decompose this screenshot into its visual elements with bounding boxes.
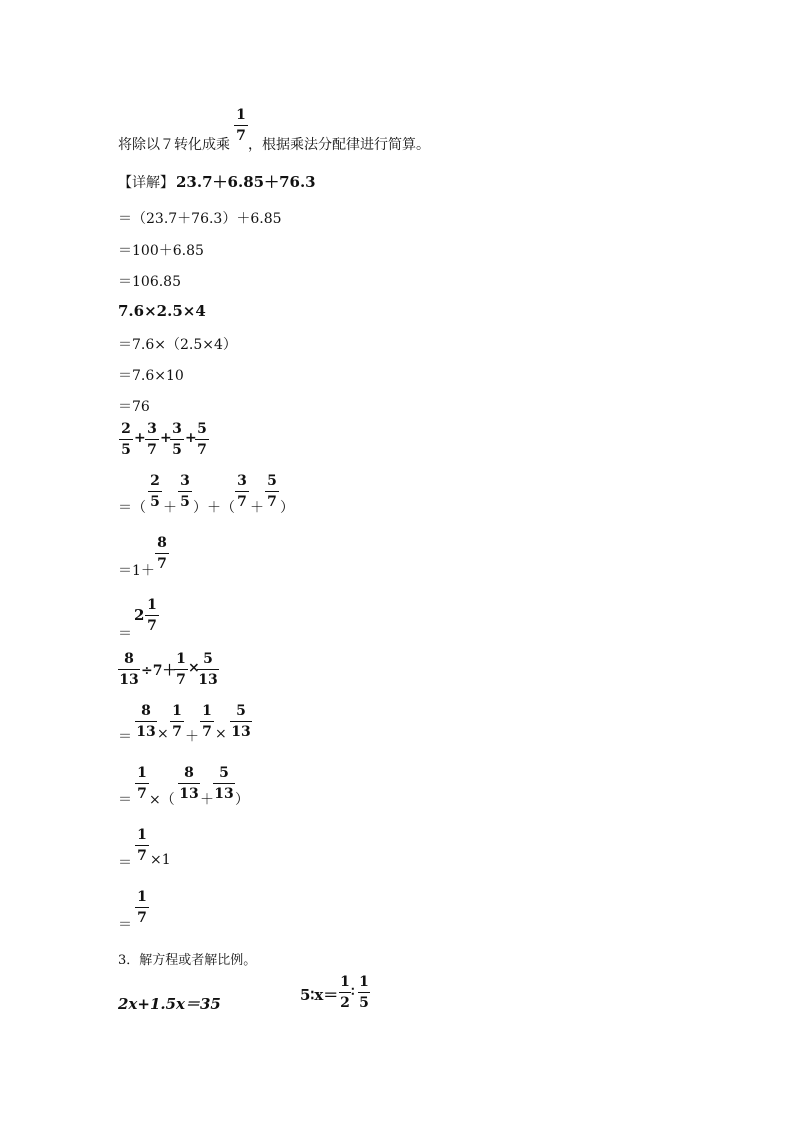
p3-s1-mid: ）＋（: [193, 500, 235, 516]
p4-times: ×: [188, 660, 200, 676]
p2-step-2: ＝7.6×10: [118, 368, 184, 384]
p4-s2-x-2: ×: [215, 726, 227, 742]
p3-plus-2: +: [160, 430, 172, 446]
p4-s3-frac-1: 1 7: [135, 764, 149, 803]
q3-eq2-frac-1: 1 2: [340, 974, 350, 1011]
p4-s2-frac-4: 5 13: [231, 703, 251, 740]
p4-s5-frac: 1 7: [135, 888, 149, 927]
p3-s1-frac-2: 3 5: [178, 472, 192, 511]
p4-s2-x-1: ×: [157, 726, 169, 742]
p4-s2-plus: ＋: [185, 729, 199, 745]
p3-frac-1: 2 5: [119, 420, 133, 459]
p3-s1-frac-4: 5 7: [265, 472, 279, 511]
p3-s1-eq: ＝（: [118, 500, 146, 516]
intro-text-after: ，根据乘法分配律进行简算。: [248, 137, 430, 153]
p4-s3-frac-3: 5 13: [214, 765, 234, 802]
p2-expression: 7.6×2.5×4: [118, 302, 206, 320]
p4-s4-frac: 1 7: [135, 826, 149, 865]
p4-frac-a: 8 13: [119, 651, 139, 688]
p4-frac-b: 1 7: [174, 650, 188, 689]
p4-div7: ÷7＋: [141, 663, 177, 679]
p3-s1-frac-1: 2 5: [148, 472, 162, 511]
q3-eq2-colon: ∶: [351, 984, 355, 1000]
intro-frac-num: 1: [236, 107, 246, 123]
p4-s2-frac-1: 8 13: [136, 703, 156, 740]
p3-frac-2: 3 7: [145, 420, 159, 459]
intro-frac-den: 7: [236, 128, 246, 144]
p2-step-3: ＝76: [118, 399, 150, 415]
intro-text-before: 将除以７转化成乘: [118, 137, 230, 153]
p4-frac-c: 5 13: [198, 651, 218, 688]
p3-plus-1: +: [134, 430, 146, 446]
p3-s3-whole: 2: [134, 606, 145, 624]
p3-s1-plus-1: ＋: [163, 500, 177, 516]
p3-s1-frac-3: 3 7: [235, 472, 249, 511]
p4-s2-frac-3: 1 7: [200, 702, 214, 741]
p1-step-2: ＝100＋6.85: [118, 243, 204, 259]
p4-s2-frac-2: 1 7: [170, 702, 184, 741]
p3-frac-4: 5 7: [195, 420, 209, 459]
q3-equation-1: 2x+1.5x＝35: [118, 995, 221, 1013]
p3-plus-3: +: [185, 430, 197, 446]
p1-expression: 23.7＋6.85＋76.3: [176, 173, 316, 191]
p3-s1-plus-2: ＋: [250, 500, 264, 516]
p4-s4-rest: ×1: [150, 852, 171, 868]
p3-s3-frac: 1 7: [145, 596, 159, 635]
p3-s3-eq: ＝: [118, 626, 132, 642]
detail-label: 【详解】: [118, 175, 174, 191]
p4-s3-lp: ×（: [149, 792, 175, 808]
p3-s1-rp: ）: [280, 500, 294, 516]
p3-s2-prefix: ＝1＋: [118, 563, 155, 579]
p4-s3-eq: ＝: [118, 792, 132, 808]
p4-s2-eq: ＝: [118, 729, 132, 745]
p2-step-1: ＝7.6×（2.5×4）: [118, 337, 237, 353]
q3-equation-2-prefix: 5∶x＝: [300, 986, 339, 1004]
p4-s4-eq: ＝: [118, 855, 132, 871]
p1-step-3: ＝106.85: [118, 274, 181, 290]
p4-s5-eq: ＝: [118, 917, 132, 933]
p4-s3-plus: ＋: [200, 792, 214, 808]
intro-fraction: [234, 106, 248, 145]
p3-s2-frac: 8 7: [155, 534, 169, 573]
p1-step-1: ＝（23.7＋76.3）＋6.85: [118, 211, 282, 227]
p3-frac-3: 3 5: [170, 420, 184, 459]
q3-title: 3．解方程或者解比例。: [118, 953, 257, 968]
p4-s3-rp: ）: [235, 792, 249, 808]
p4-s3-frac-2: 8 13: [179, 765, 199, 802]
q3-eq2-frac-2: 1 5: [359, 974, 369, 1011]
